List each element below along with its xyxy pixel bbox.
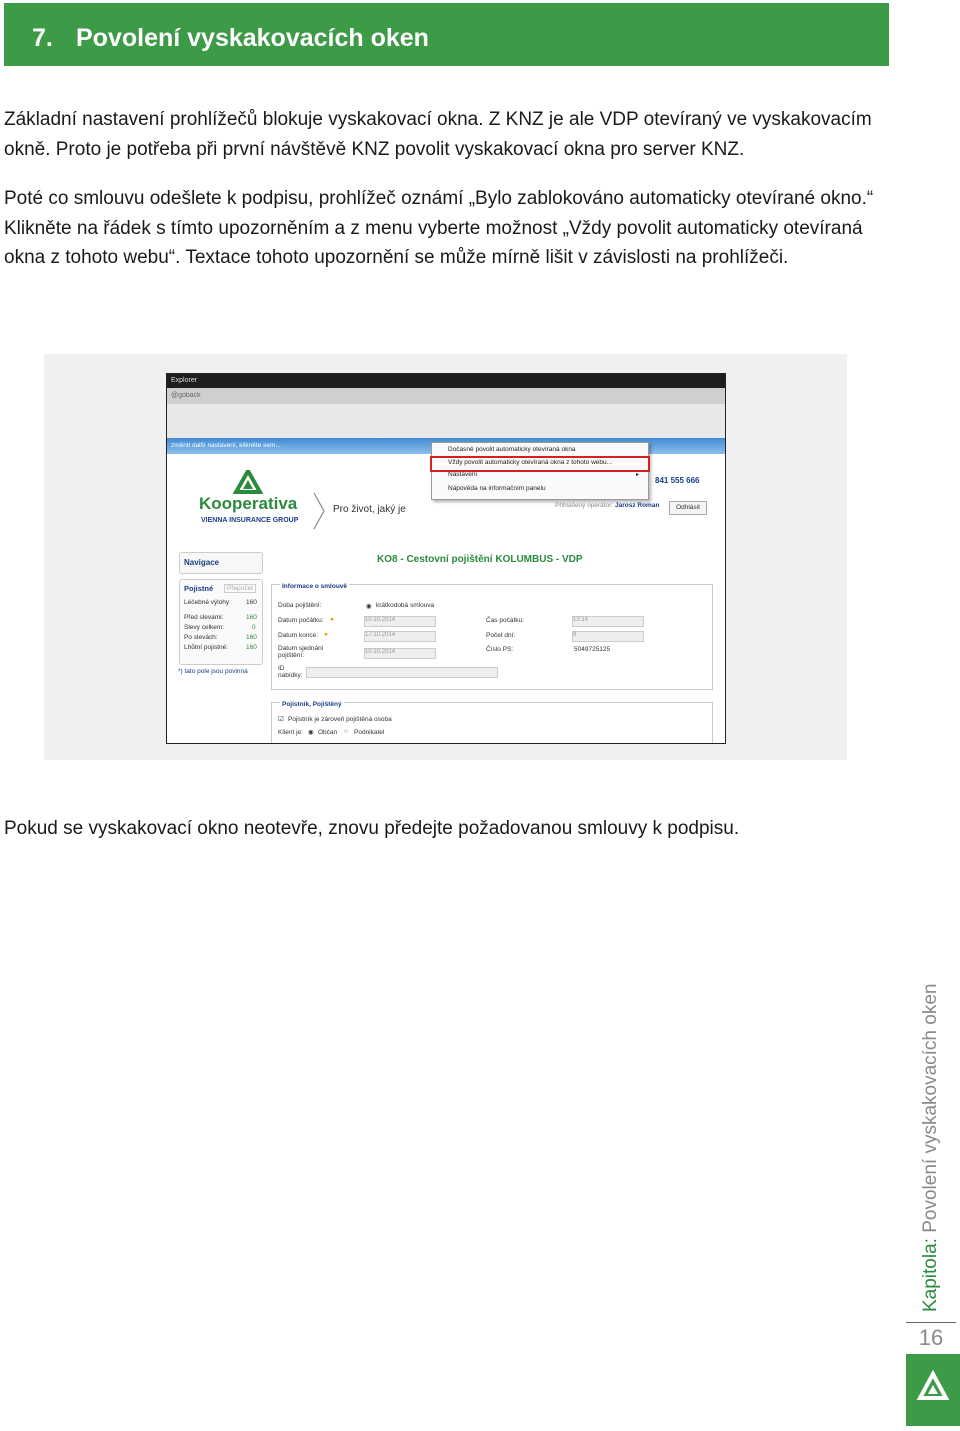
operator-label: Přihlášený operátor:: [555, 502, 614, 509]
field-label: Datum sjednání pojištění:: [278, 645, 324, 659]
kooperativa-logo-icon: [233, 470, 263, 496]
premium-row-value: 160: [246, 634, 257, 641]
logout-button: Odhlásit: [669, 501, 707, 515]
chapter-title: Povolení vyskakovacích oken: [76, 24, 429, 52]
operator-name: Jarosz Roman: [614, 502, 660, 509]
calendar-icon: ●: [324, 631, 328, 638]
highlight-box: [430, 456, 650, 472]
browser-screenshot: [166, 373, 726, 744]
footer-logo: [906, 1354, 960, 1426]
policyholder-box: [271, 702, 713, 744]
premium-row-value: 0: [252, 624, 256, 631]
premium-box: [178, 579, 263, 675]
browser-toolbar: [167, 404, 725, 438]
phone-number: 841 555 666: [655, 476, 700, 485]
field-label: ID nabídky:: [278, 665, 303, 679]
premium-row-label: Lhůtní pojistné:: [184, 644, 229, 651]
page-number: 16: [906, 1322, 956, 1355]
days-field: 8: [572, 631, 644, 642]
menu-item-allow-once: Dočasně povolit automaticky otevíraná okna: [448, 446, 576, 453]
submenu-arrow-icon: ▸: [636, 472, 640, 478]
date-field: 10.10.2014: [364, 648, 436, 659]
field-label: Doba pojištění:: [278, 602, 322, 609]
menu-item-help: Nápověda na informačním panelu: [448, 485, 546, 492]
field-label: Datum počátku:: [278, 617, 324, 624]
browser-addressbar: [167, 388, 725, 405]
radio-option: Podnikatel: [354, 729, 385, 736]
radio-icon: ◉: [366, 603, 372, 610]
radio-icon: ○: [344, 728, 348, 735]
policyholder-title: Pojistník, Pojištěný: [282, 701, 342, 708]
premium-row-value: 160: [246, 599, 257, 606]
client-label: Klient je:: [278, 729, 303, 736]
calendar-icon: ●: [330, 616, 334, 623]
operator-info: [555, 502, 659, 509]
menu-item-settings: Nastavení: [448, 471, 478, 478]
menu-item-always-allow: Vždy povolit automaticky otevíraná okna z tohoto webu...: [448, 459, 613, 466]
time-field: 13:14: [572, 616, 644, 627]
id-field: [306, 667, 498, 678]
required-note: *) tato pole jsou povinná: [178, 668, 248, 675]
recalc-button: Přepočet: [224, 584, 256, 593]
paragraph-footer-note: Pokud se vyskakovací okno neotevře, znovu předejte požadovanou smlouvy k podpisu.: [4, 818, 740, 839]
date-field: 10.10.2014: [364, 616, 436, 627]
logo-name: Kooperativa: [199, 494, 298, 513]
paragraph-instructions: Poté co smlouvu odešlete k podpisu, prohlížeč oznámí „Bylo zablokováno automaticky otevírané okno.“ Klikněte na řádek s tímto upozorněním a z menu vyberte možnost „Vždy povolit automaticky otevíraná okna z tohoto webu“. Textace tohoto upozornění se může mírně lišit v závislosti na prohlížeči.: [4, 188, 874, 268]
chapter-header: [4, 3, 889, 66]
slogan-chevron-icon: [312, 492, 326, 530]
field-value: krátkodobá smlouva: [376, 602, 435, 609]
paragraph-intro: Základní nastavení prohlížečů blokuje vyskakovací okna. Z KNZ je ale VDP otevíraný ve vyskakovacím okně. Proto je potřeba při první návštěvě KNZ povolit vyskakovací okna pro server KNZ.: [4, 109, 872, 160]
field-label: Počet dní:: [486, 632, 516, 639]
contract-info-box: [271, 584, 713, 690]
radio-icon: ◉: [308, 729, 314, 736]
field-label: Datum konce:: [278, 632, 319, 639]
premium-row-value: 160: [246, 614, 257, 621]
chapter-name: Povolení vyskakovacích oken: [920, 983, 941, 1233]
premium-row-label: Léčebné výlohy: [184, 599, 230, 606]
radio-option: Občan: [318, 729, 338, 736]
browser-tab-label: Explorer: [171, 377, 198, 384]
premium-row-label: Před slevami:: [184, 614, 224, 621]
field-value: 5049725125: [574, 646, 611, 653]
kapitola-label: Kapitola:: [920, 1238, 941, 1312]
notification-context-menu: [431, 442, 649, 500]
premium-row-label: Po slevách:: [184, 634, 218, 641]
chapter-side-label: [920, 982, 942, 1312]
slogan: Pro život, jaký je: [333, 504, 406, 515]
date-field: 17.10.2014: [364, 631, 436, 642]
premium-row-value: 160: [246, 644, 257, 651]
product-title: KO8 - Cestovní pojištění KOLUMBUS - VDP: [377, 554, 583, 565]
notification-text: změnit další nastavení, klikněte sem...: [171, 442, 281, 449]
logo-subtitle: VIENNA INSURANCE GROUP: [201, 517, 299, 524]
kooperativa-logo-icon: [906, 1354, 960, 1426]
field-label: Čas počátku:: [486, 617, 524, 624]
chapter-number: 7.: [32, 24, 53, 52]
navigation-label: Navigace: [184, 558, 220, 567]
field-label: Číslo PS:: [486, 646, 514, 653]
premium-title: Pojistné: [184, 584, 214, 593]
navigation-box: [179, 552, 263, 574]
info-title: Informace o smlouvě: [282, 583, 348, 590]
checkbox-icon: ☑: [278, 716, 284, 723]
browser-address: @goback: [171, 392, 201, 399]
premium-row-label: Slevy celkem:: [184, 624, 225, 631]
browser-tabbar: [167, 374, 725, 388]
checkbox-label: Pojistník je zároveň pojištěná osoba: [288, 716, 392, 723]
